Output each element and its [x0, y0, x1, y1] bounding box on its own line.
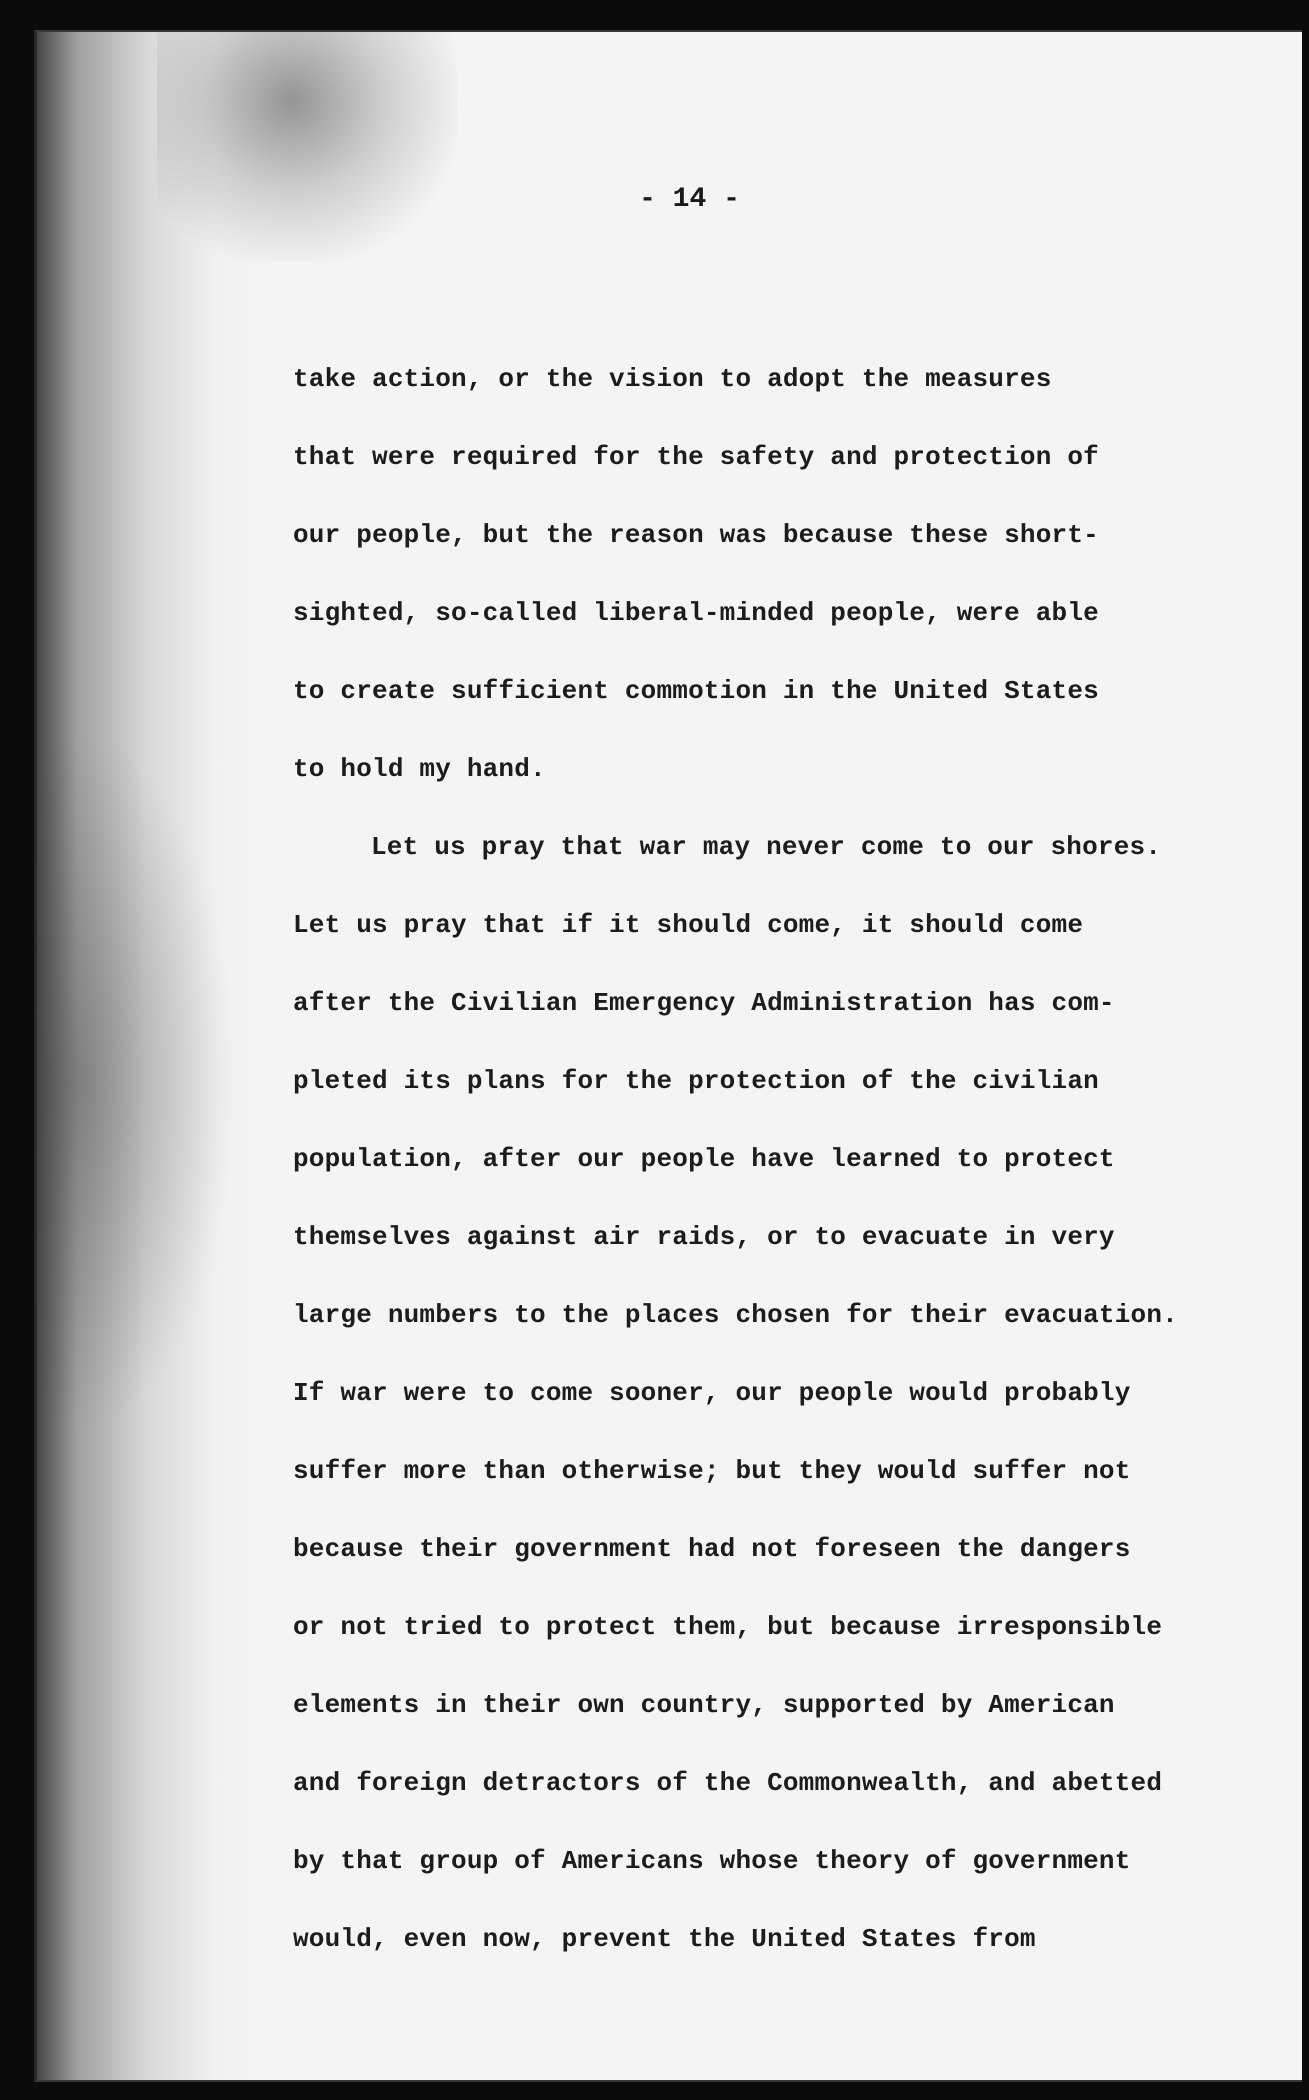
text-line-10: pleted its plans for the protection of the civilian	[293, 1066, 1099, 1096]
document-page	[34, 30, 1302, 2082]
text-line-2: that were required for the safety and protection of	[293, 442, 1099, 472]
text-line-6: to hold my hand.	[293, 754, 546, 784]
text-line-20: by that group of Americans whose theory of government	[293, 1846, 1131, 1876]
page-number: - 14 -	[639, 184, 740, 215]
text-line-14: If war were to come sooner, our people would probably	[293, 1378, 1131, 1408]
body-text	[293, 340, 1233, 1978]
text-line-7: Let us pray that war may never come to our shores.	[371, 832, 1162, 862]
text-line-12: themselves against air raids, or to evacuate in very	[293, 1222, 1115, 1252]
scan-smudge-middle	[37, 732, 237, 1432]
text-line-5: to create sufficient commotion in the United States	[293, 676, 1099, 706]
text-line-15: suffer more than otherwise; but they would suffer not	[293, 1456, 1131, 1486]
text-line-18: elements in their own country, supported by American	[293, 1690, 1115, 1720]
text-line-19: and foreign detractors of the Commonwealth, and abetted	[293, 1768, 1163, 1798]
text-line-4: sighted, so-called liberal-minded people, were able	[293, 598, 1099, 628]
text-line-3: our people, but the reason was because these short-	[293, 520, 1099, 550]
text-line-21: would, even now, prevent the United States from	[293, 1924, 1036, 1954]
text-line-13: large numbers to the places chosen for their evacuation.	[293, 1300, 1178, 1330]
text-line-1: take action, or the vision to adopt the measures	[293, 364, 1052, 394]
scan-smudge-top	[157, 32, 457, 262]
text-line-16: because their government had not foreseen the dangers	[293, 1534, 1131, 1564]
text-line-8: Let us pray that if it should come, it should come	[293, 910, 1084, 940]
text-line-17: or not tried to protect them, but because irresponsible	[293, 1612, 1163, 1642]
text-line-9: after the Civilian Emergency Administration has com-	[293, 988, 1115, 1018]
text-line-11: population, after our people have learned to protect	[293, 1144, 1115, 1174]
